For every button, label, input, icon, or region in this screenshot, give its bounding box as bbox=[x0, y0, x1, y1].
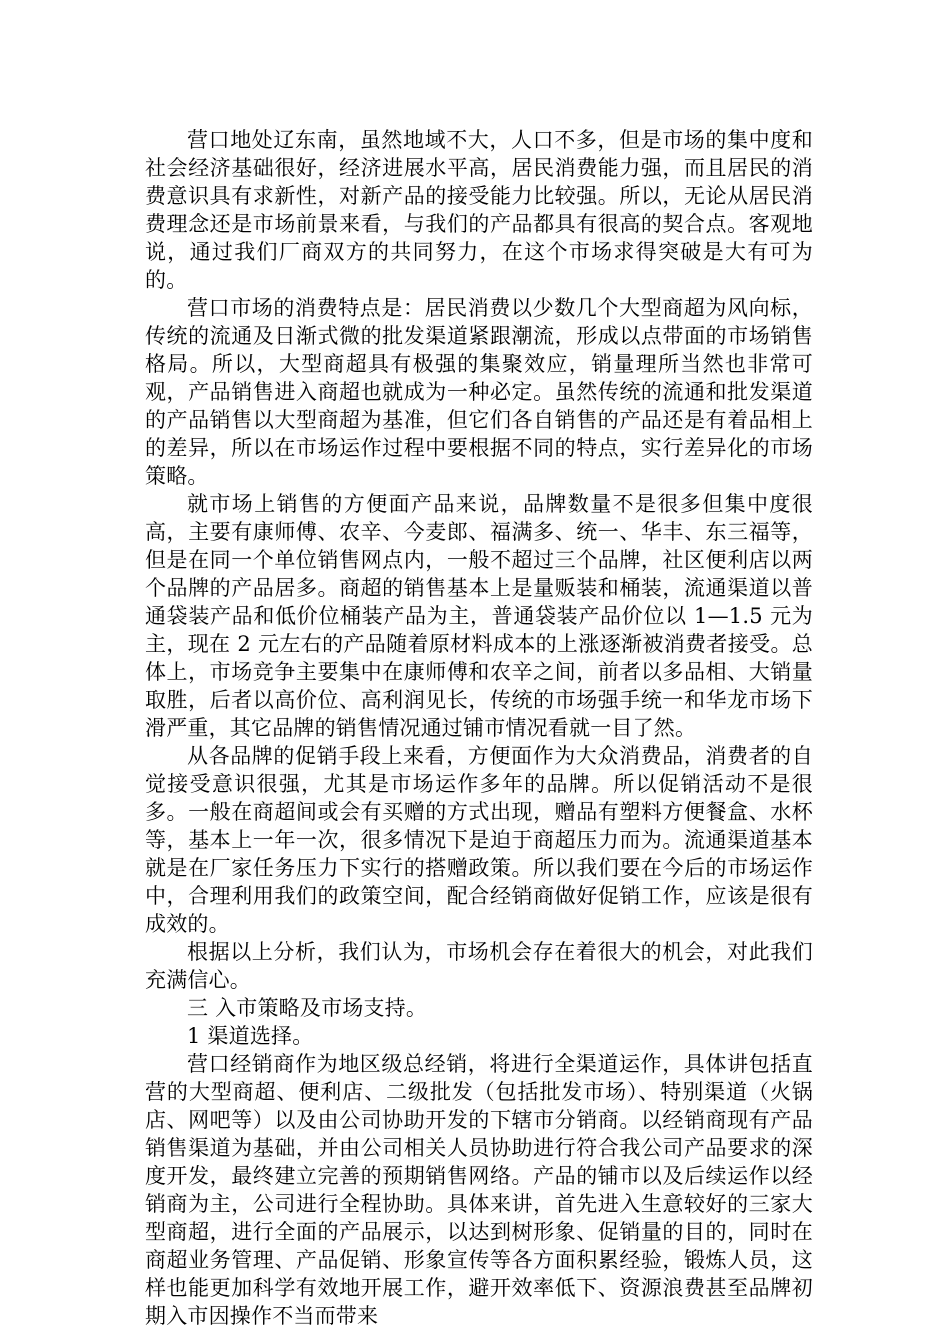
subsection-heading: 1 渠道选择。 bbox=[187, 1024, 314, 1048]
paragraph-market-overview: 营口地处辽东南，虽然地域不大，人口不多，但是市场的集中度和社会经济基础很好，经济进展水平高，居民消费能力强，而且居民的消费意识具有求新性，对新产品的接受能力比较强。所以，无论从居民消费理念还是市场前景来看，与我们的产品都具有很高的契合点。客观地说，通过我们厂商双方的共同努力，在这个市场求得突破是大有可为的。 bbox=[145, 128, 813, 292]
paragraph-promotion-methods: 从各品牌的促销手段上来看，方便面作为大众消费品，消费者的自觉接受意识很强，尤其是市场运作多年的品牌。所以促销活动不是很多。一般在商超间或会有买赠的方式出现，赠品有塑料方便餐盒、水杯等，基本上一年一次，很多情况下是迫于商超压力而为。流通渠道基本就是在厂家任务压力下实行的搭赠政策。所以我们要在今后的市场运作中，合理利用我们的政策空间，配合经销商做好促销工作，应该是很有成效的。 bbox=[145, 744, 813, 936]
paragraph-analysis-conclusion: 根据以上分析，我们认为，市场机会存在着很大的机会，对此我们充满信心。 bbox=[145, 940, 813, 992]
paragraph-channel-selection: 营口经销商作为地区级总经销，将进行全渠道运作，具体讲包括直营的大型商超、便利店、二级批发（包括批发市场）、特别渠道（火锅店、网吧等）以及由公司协助开发的下辖市分销商。以经销商现有产品销售渠道为基础，并由公司相关人员协助进行符合我公司产品要求的深度开发，最终建立完善的预期销售网络。产品的铺市以及后续运作以经销商为主，公司进行全程协助。具体来讲，首先进入生意较好的三家大型商超，进行全面的产品展示，以达到树形象、促销量的目的，同时在商超业务管理、产品促销、形象宣传等各方面积累经验，锻炼人员，这样也能更加科学有效地开展工作，避开效率低下、资源浪费甚至品牌初期入市因操作不当而带来 bbox=[145, 1052, 813, 1328]
document-body bbox=[145, 126, 813, 1330]
section-heading: 三 入市策略及市场支持。 bbox=[187, 996, 428, 1020]
paragraph-instant-noodle-brands: 就市场上销售的方便面产品来说，品牌数量不是很多但集中度很高，主要有康师傅、农辛、今麦郎、福满多、统一、华丰、东三福等，但是在同一个单位销售网点内，一般不超过三个品牌，社区便利店以两个品牌的产品居多。商超的销售基本上是量贩装和桶装，流通渠道以普通袋装产品和低价位桶装产品为主，普通袋装产品价位以 1—1.5 元为主，现在 2 元左右的产品随着原材料成本的上涨逐渐被消费者接受。总体上，市场竞争主要集中在康师傅和农辛之间，前者以多品相、大销量取胜，后者以高价位、高利润见长，传统的市场强手统一和华龙市场下滑严重，其它品牌的销售情况通过铺市情况看就一目了然。 bbox=[145, 492, 813, 740]
paragraph-consumption-features: 营口市场的消费特点是：居民消费以少数几个大型商超为风向标，传统的流通及日渐式微的批发渠道紧跟潮流，形成以点带面的市场销售格局。所以，大型商超具有极强的集聚效应，销量理所当然也非常可观，产品销售进入商超也就成为一种必定。虽然传统的流通和批发渠道的产品销售以大型商超为基准，但它们各自销售的产品还是有着品相上的差异，所以在市场运作过程中要根据不同的特点，实行差异化的市场策略。 bbox=[145, 296, 813, 488]
